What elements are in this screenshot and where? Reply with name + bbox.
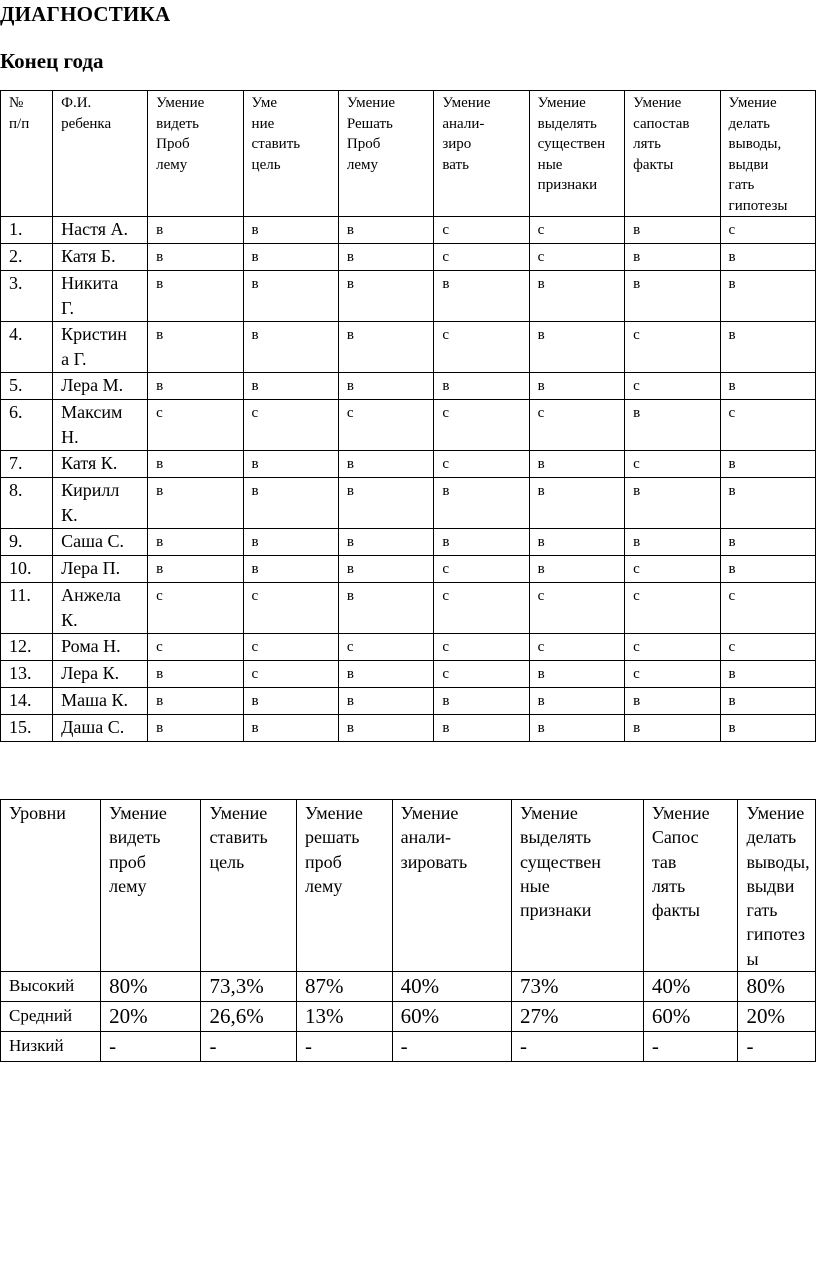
table-header-row [1,91,816,217]
grade-cell: в [529,715,625,742]
row-number-cell: 3. [1,271,53,322]
percent-cell: 73,3% [201,972,297,1002]
grade-cell: в [148,271,243,322]
grade-cell: в [338,661,434,688]
child-name-cell: Настя А. [53,217,148,244]
percent-cell: - [297,1032,393,1062]
header-cell: Умение выделять существен ные признаки [512,800,644,972]
percent-cell: 20% [738,1002,816,1032]
grade-cell: с [434,400,529,451]
diagnostics-table [0,90,816,742]
row-number-cell: 1. [1,217,53,244]
grade-cell: с [434,322,529,373]
child-name-cell: Никита Г. [53,271,148,322]
row-number-cell: 5. [1,373,53,400]
grade-cell: с [434,661,529,688]
grade-cell: в [148,556,243,583]
grade-cell: с [243,400,338,451]
table-row [1,322,816,373]
child-name-cell: Кирилл К. [53,478,148,529]
grade-cell: в [720,556,815,583]
grade-cell: в [148,451,243,478]
row-number-cell: 8. [1,478,53,529]
table-header-row [1,800,816,972]
row-number-cell: 15. [1,715,53,742]
header-cell: Умение видеть Проб лему [148,91,243,217]
child-name-cell: Маша К. [53,688,148,715]
grade-cell: в [243,322,338,373]
grade-cell: в [434,715,529,742]
table-row [1,400,816,451]
grade-cell: в [529,661,625,688]
grade-cell: в [338,478,434,529]
grade-cell: с [720,583,815,634]
child-name-cell: Рома Н. [53,634,148,661]
grade-cell: с [434,556,529,583]
grade-cell: в [529,451,625,478]
grade-cell: в [338,322,434,373]
child-name-cell: Кристин а Г. [53,322,148,373]
grade-cell: с [434,217,529,244]
table-row [1,217,816,244]
grade-cell: в [434,373,529,400]
grade-cell: в [338,583,434,634]
grade-cell: в [625,715,720,742]
table-row [1,715,816,742]
grade-cell: с [243,634,338,661]
grade-cell: в [720,244,815,271]
header-cell: № п/п [1,91,53,217]
row-number-cell: 11. [1,583,53,634]
table-row [1,451,816,478]
header-cell: Ф.И. ребенка [53,91,148,217]
row-number-cell: 12. [1,634,53,661]
row-number-cell: 14. [1,688,53,715]
table-row [1,556,816,583]
grade-cell: с [529,583,625,634]
table-row [1,529,816,556]
grade-cell: с [720,400,815,451]
level-label-cell: Высокий [1,972,101,1002]
grade-cell: с [434,634,529,661]
grade-cell: в [625,217,720,244]
grade-cell: в [148,478,243,529]
grade-cell: в [529,556,625,583]
grade-cell: в [148,217,243,244]
percent-cell: - [201,1032,297,1062]
grade-cell: с [338,634,434,661]
grade-cell: в [529,688,625,715]
child-name-cell: Анжела К. [53,583,148,634]
grade-cell: в [338,244,434,271]
grade-cell: в [148,322,243,373]
grade-cell: с [625,322,720,373]
row-number-cell: 10. [1,556,53,583]
row-number-cell: 4. [1,322,53,373]
table-row [1,373,816,400]
level-label-cell: Средний [1,1002,101,1032]
grade-cell: в [148,688,243,715]
grade-cell: в [720,715,815,742]
percent-cell: - [643,1032,738,1062]
grade-cell: с [625,661,720,688]
grade-cell: в [720,373,815,400]
grade-cell: в [625,271,720,322]
grade-cell: в [338,688,434,715]
child-name-cell: Катя Б. [53,244,148,271]
grade-cell: в [529,271,625,322]
grade-cell: с [625,583,720,634]
grade-cell: с [148,400,243,451]
header-cell: Умение Сапос тав лять факты [643,800,738,972]
table-row [1,1032,816,1062]
child-name-cell: Максим Н. [53,400,148,451]
grade-cell: с [720,634,815,661]
table-row [1,271,816,322]
child-name-cell: Катя К. [53,451,148,478]
header-cell: Умение ставить цель [201,800,297,972]
grade-cell: в [434,478,529,529]
row-number-cell: 7. [1,451,53,478]
grade-cell: с [625,634,720,661]
grade-cell: в [529,322,625,373]
grade-cell: в [148,529,243,556]
child-name-cell: Лера П. [53,556,148,583]
grade-cell: с [529,634,625,661]
header-cell: Умение сапостав лять факты [625,91,720,217]
grade-cell: в [148,715,243,742]
grade-cell: в [720,322,815,373]
grade-cell: с [148,634,243,661]
grade-cell: с [338,400,434,451]
child-name-cell: Лера К. [53,661,148,688]
grade-cell: в [625,400,720,451]
child-name-cell: Лера М. [53,373,148,400]
grade-cell: в [529,373,625,400]
grade-cell: в [148,373,243,400]
grade-cell: в [434,529,529,556]
levels-summary-table [0,799,816,1062]
percent-cell: 26,6% [201,1002,297,1032]
grade-cell: в [720,688,815,715]
grade-cell: в [148,661,243,688]
grade-cell: в [243,688,338,715]
percent-cell: 27% [512,1002,644,1032]
row-number-cell: 6. [1,400,53,451]
percent-cell: 80% [738,972,816,1002]
table-row [1,661,816,688]
grade-cell: в [625,478,720,529]
table-row [1,1002,816,1032]
grade-cell: в [625,529,720,556]
percent-cell: - [392,1032,511,1062]
child-name-cell: Даша С. [53,715,148,742]
grade-cell: в [720,529,815,556]
table-row [1,972,816,1002]
grade-cell: с [529,400,625,451]
table-row [1,583,816,634]
header-cell: Уме ние ставить цель [243,91,338,217]
percent-cell: 20% [101,1002,201,1032]
grade-cell: в [720,478,815,529]
page-subtitle: Конец года [0,49,104,73]
grade-cell: в [720,451,815,478]
grade-cell: в [720,271,815,322]
level-label-cell: Низкий [1,1032,101,1062]
grade-cell: в [529,478,625,529]
header-cell: Умение выделять существен ные признаки [529,91,625,217]
percent-cell: 40% [643,972,738,1002]
grade-cell: в [243,478,338,529]
grade-cell: в [338,451,434,478]
table-row [1,688,816,715]
percent-cell: 40% [392,972,511,1002]
grade-cell: в [338,529,434,556]
grade-cell: в [243,271,338,322]
grade-cell: в [148,244,243,271]
grade-cell: в [338,556,434,583]
grade-cell: в [243,451,338,478]
page-title: ДИАГНОСТИКА [0,2,171,26]
percent-cell: 13% [297,1002,393,1032]
grade-cell: в [338,715,434,742]
grade-cell: в [625,688,720,715]
grade-cell: в [243,715,338,742]
grade-cell: в [720,661,815,688]
percent-cell: 60% [643,1002,738,1032]
grade-cell: с [625,373,720,400]
header-cell: Умение Решать Проб лему [338,91,434,217]
grade-cell: в [243,373,338,400]
percent-cell: 80% [101,972,201,1002]
percent-cell: - [512,1032,644,1062]
grade-cell: с [434,244,529,271]
header-cell: Умение анали- зировать [392,800,511,972]
header-cell: Умение делать выводы, выдви гать гипотезы [720,91,815,217]
grade-cell: в [243,556,338,583]
grade-cell: в [243,217,338,244]
percent-cell: - [101,1032,201,1062]
percent-cell: 87% [297,972,393,1002]
row-number-cell: 2. [1,244,53,271]
table-row [1,478,816,529]
grade-cell: с [720,217,815,244]
header-cell: Умение видеть проб лему [101,800,201,972]
grade-cell: с [243,661,338,688]
child-name-cell: Саша С. [53,529,148,556]
header-cell: Уровни [1,800,101,972]
grade-cell: в [434,688,529,715]
header-cell: Умение анали- зиро вать [434,91,529,217]
grade-cell: в [625,244,720,271]
grade-cell: в [243,244,338,271]
grade-cell: в [529,529,625,556]
grade-cell: с [434,451,529,478]
grade-cell: с [625,556,720,583]
table-row [1,634,816,661]
grade-cell: с [243,583,338,634]
grade-cell: в [434,271,529,322]
row-number-cell: 13. [1,661,53,688]
grade-cell: с [625,451,720,478]
percent-cell: - [738,1032,816,1062]
header-cell: Умение решать проб лему [297,800,393,972]
grade-cell: в [338,217,434,244]
table-row [1,244,816,271]
grade-cell: в [338,373,434,400]
percent-cell: 73% [512,972,644,1002]
grade-cell: с [529,217,625,244]
grade-cell: в [338,271,434,322]
grade-cell: с [434,583,529,634]
percent-cell: 60% [392,1002,511,1032]
row-number-cell: 9. [1,529,53,556]
grade-cell: с [148,583,243,634]
grade-cell: с [529,244,625,271]
header-cell: Умение делать выводы, выдви гать гипотезы [738,800,816,972]
grade-cell: в [243,529,338,556]
